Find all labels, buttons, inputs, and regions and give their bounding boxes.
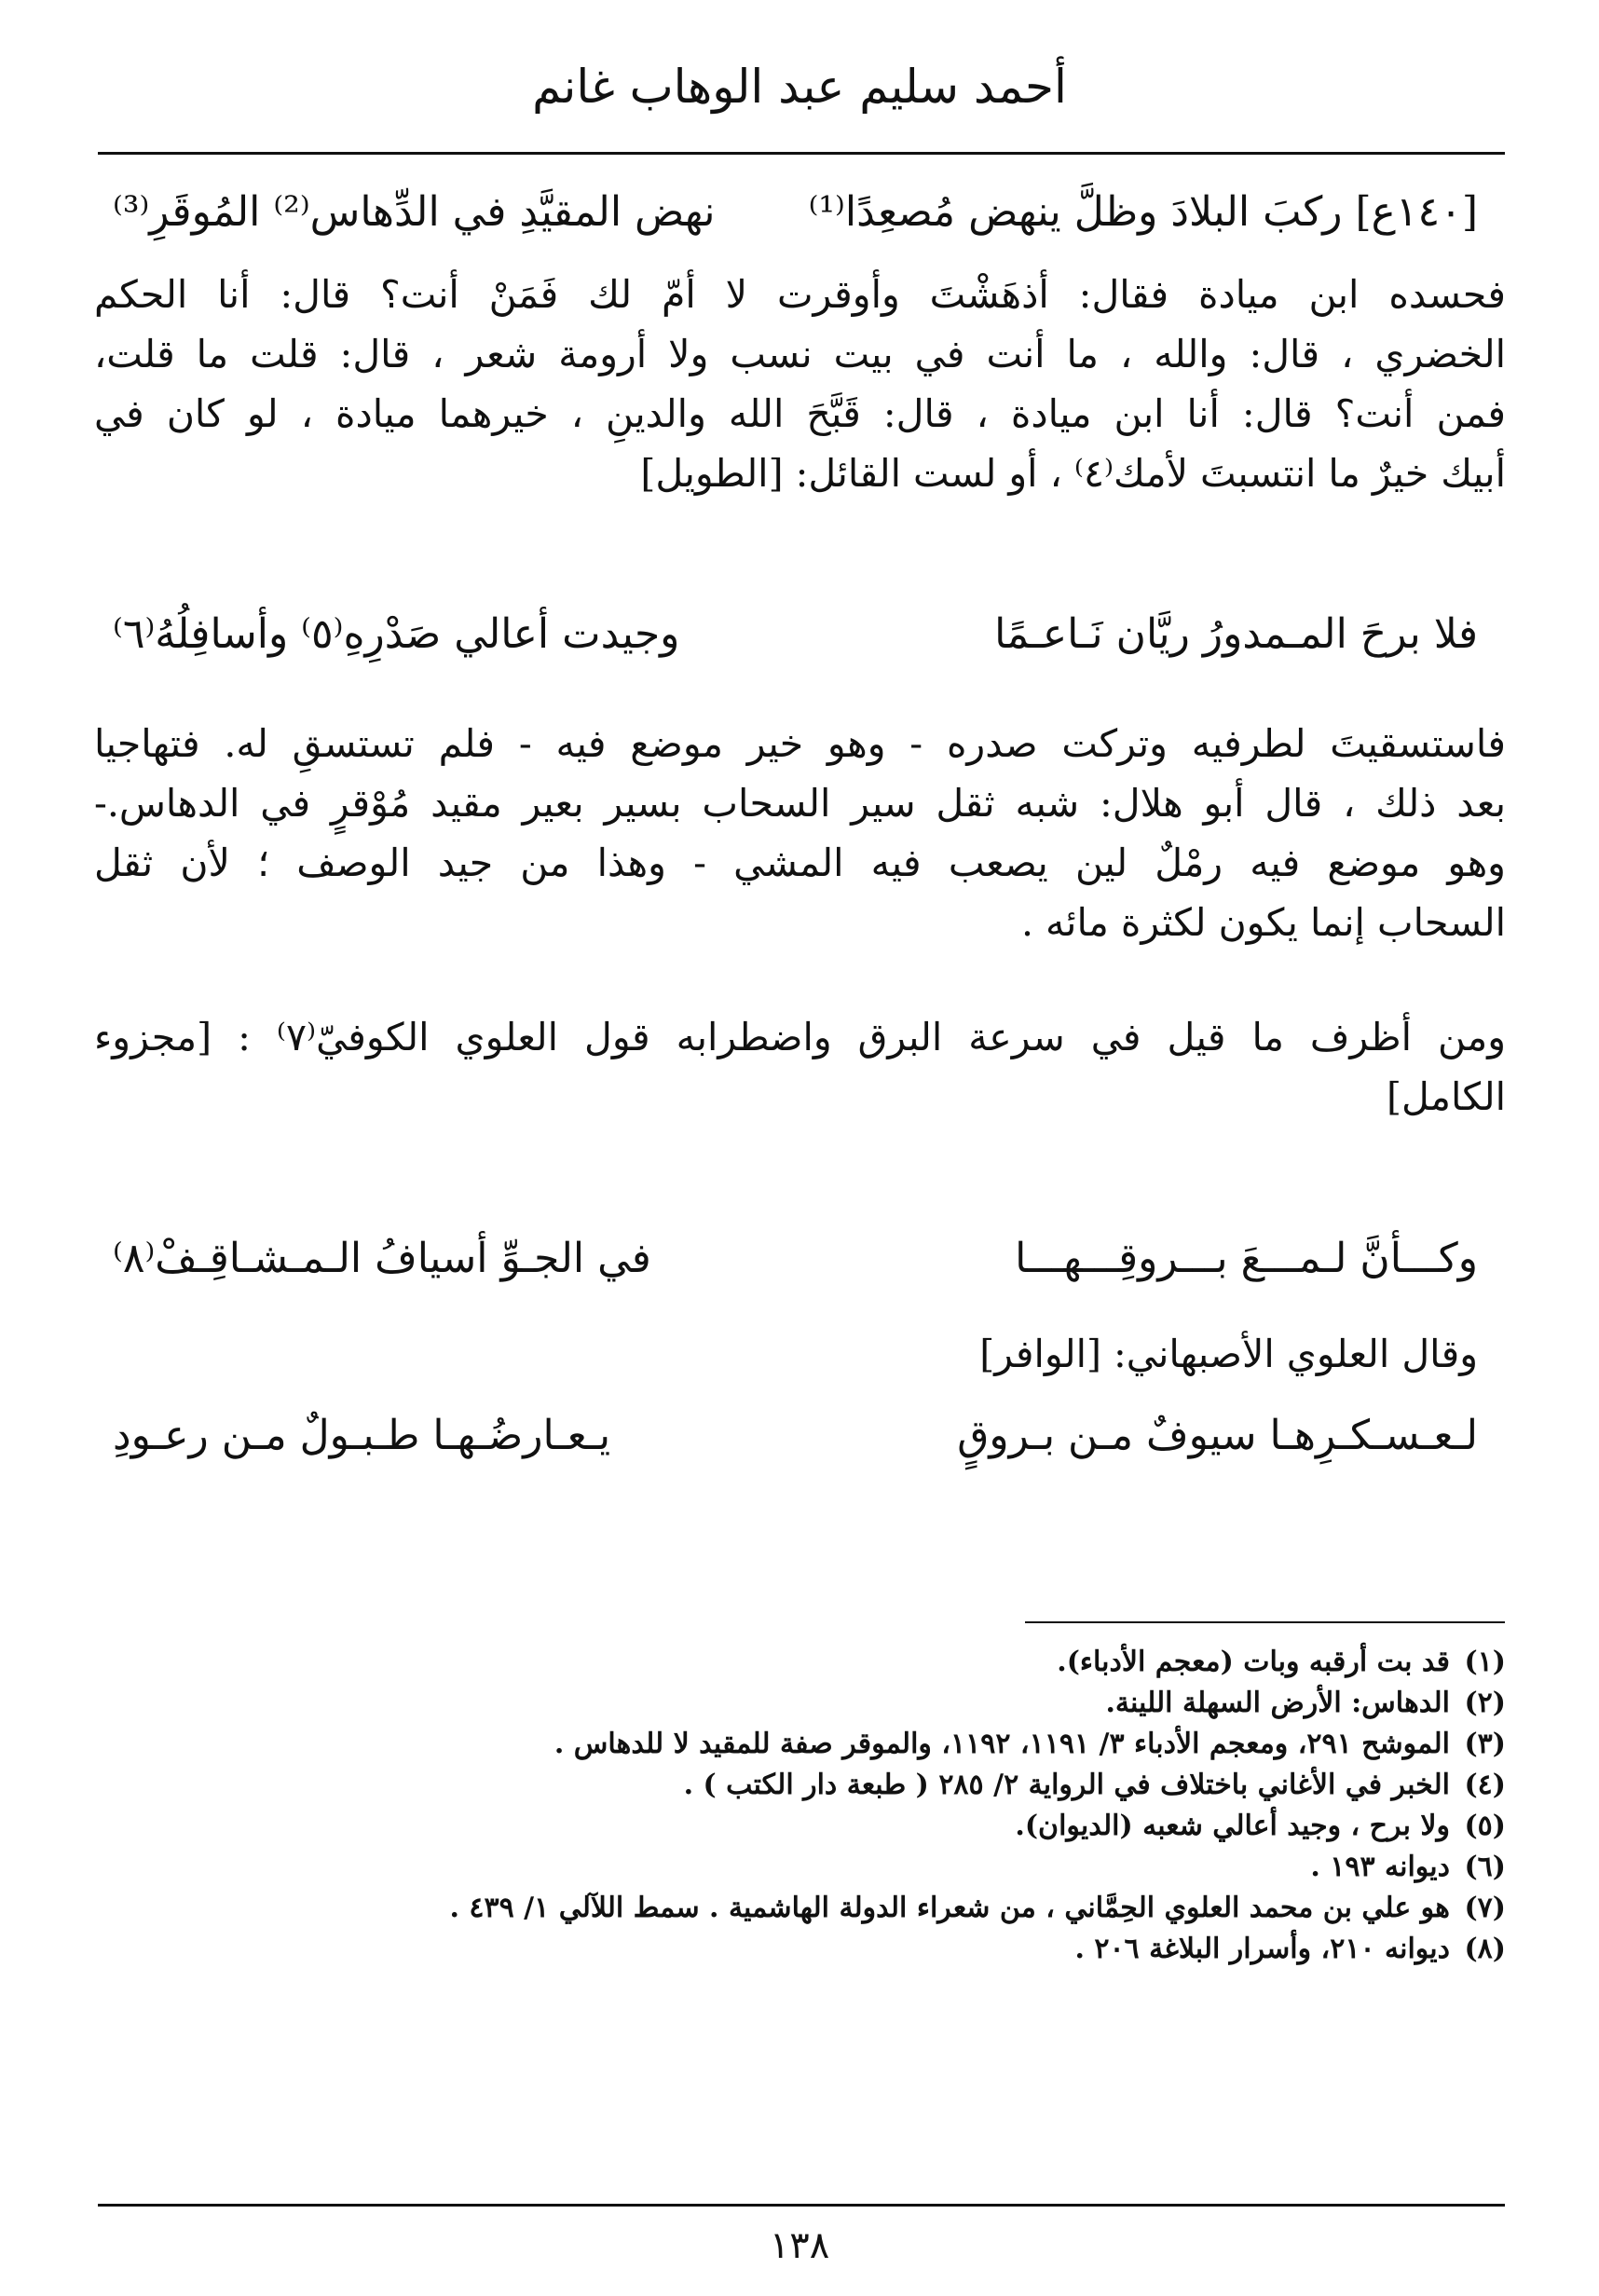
footnote-text: الخبر في الأغاني باختلاف في الرواية ٢/ ٢٨٥ ( طبعة دار الكتب ) . xyxy=(683,1769,1450,1801)
paragraph-1-line: أبيك خيرٌ ما انتسبتَ لأمك⁽٤⁾ ، أو لست القائل: [الطويل] xyxy=(640,451,1506,496)
footnote-text: الدهاس: الأرض السهلة اللينة. xyxy=(1105,1687,1450,1719)
footnote xyxy=(94,1888,1506,1929)
paragraph-3-line: الكامل] xyxy=(1386,1074,1506,1119)
header-rule xyxy=(98,152,1505,155)
page-number: ١٣٨ xyxy=(769,2224,830,2267)
paragraph-1-line: الخضري ، قال: والله ، ما أنت في بيت نسب ولا أرومة شعر ، قال: قلت ما قلت، xyxy=(94,332,1506,376)
paragraph-3-line: ومن أظرف ما قيل في سرعة البرق واضطرابه قول العلوي الكوفيّ⁽٧⁾ : [مجزوء xyxy=(94,1015,1506,1059)
footnote xyxy=(94,1806,1506,1847)
paragraph-1-line: فحسده ابن ميادة فقال: أذهَشْتَ وأوقرت لا أمّ لك فَمَنْ أنت؟ قال: أنا الحكم xyxy=(94,272,1506,317)
footnote-text: هو علي بن محمد العلوي الحِمَّاني ، من شعراء الدولة الهاشمية . سمط اللآلي ١/ ٤٣٩ . xyxy=(449,1892,1450,1924)
verse-1-second-hemistich: نهض المقيَّدِ في الدِّهاس⁽²⁾ المُوقَرِ⁽³⁾ xyxy=(113,188,716,236)
verse-2-second-hemistich: وجيدت أعالي صَدْرِهِ⁽٥⁾ وأسافِلُهُ⁽٦⁾ xyxy=(113,610,680,658)
footnote xyxy=(94,1765,1506,1806)
paragraph-2-line: بعد ذلك ، قال أبو هلال: شبه ثقل سير السحاب بسير بعير مقيد مُوْقرٍ في الدهاس.- xyxy=(94,781,1506,826)
running-head: أحمد سليم عبد الوهاب غانم xyxy=(532,60,1067,114)
footnote-rule xyxy=(1025,1621,1505,1623)
footnote xyxy=(94,1847,1506,1888)
footnote xyxy=(94,1929,1506,1970)
footnote-number: (٨) xyxy=(1464,1933,1506,1965)
footnote xyxy=(94,1683,1506,1724)
paragraph-2-line: وهو موضع فيه رمْلٌ لين يصعب فيه المشي - وهذا من جيد الوصف ؛ لأن ثقل xyxy=(94,840,1506,885)
footnote-number: (١) xyxy=(1464,1646,1506,1678)
verse-3-second-hemistich: في الجـوِّ أسيافُ الـمـشـاقِـفْ⁽٨⁾ xyxy=(113,1235,651,1282)
verse-1-first-hemistich: [١٤٠ع] ركبَ البلادَ وظلَّ ينهض مُصعِدًا⁽¹⁾ xyxy=(808,188,1478,236)
paragraph-1-line: فمن أنت؟ قال: أنا ابن ميادة ، قال: قَبَّحَ الله والدينِ ، خيرهما ميادة ، لو كان في xyxy=(94,391,1506,436)
footnote-text: ديوانه ٢١٠، وأسرار البلاغة ٢٠٦ . xyxy=(1074,1933,1450,1965)
verse-4-second-hemistich: يـعـارضُـهـا طـبـولٌ مـن رعـودِ xyxy=(113,1412,611,1459)
footnote-text: ولا برح ، وجيد أعالي شعبه (الديوان). xyxy=(1015,1810,1450,1842)
footnote-number: (٣) xyxy=(1464,1728,1506,1760)
footnote-text: الموشح ٢٩١، ومعجم الأدباء ٣/ ١١٩١، ١١٩٢، والموقر صفة للمقيد لا للدهاس . xyxy=(554,1728,1450,1760)
footnote-number: (٤) xyxy=(1464,1769,1506,1801)
paragraph-2-line: فاستسقيتَ لطرفيه وتركت صدره - وهو خير موضع فيه - فلم تستسقِ له. فتهاجيا xyxy=(94,721,1506,766)
footnote xyxy=(94,1724,1506,1765)
footnote-number: (٢) xyxy=(1464,1687,1506,1719)
footnote-number: (٥) xyxy=(1464,1810,1506,1842)
footnote-number: (٦) xyxy=(1464,1851,1506,1883)
paragraph-2-line: السحاب إنما يكون لكثرة مائه . xyxy=(1020,900,1506,945)
footnote-text: قد بت أرقبه وبات (معجم الأدباء). xyxy=(1057,1646,1450,1678)
footnote-number: (٧) xyxy=(1464,1892,1506,1924)
meter-intro: وقال العلوي الأصبهاني: [الوافر] xyxy=(979,1332,1478,1376)
verse-3-first-hemistich: وكـــأنَّ لـمـــعَ بـــروقِـــهـــا xyxy=(1015,1235,1478,1282)
footnote xyxy=(94,1642,1506,1683)
footnote-text: ديوانه ١٩٣ . xyxy=(1310,1851,1450,1883)
verse-2-first-hemistich: فلا برحَ المـمدورُ ريَّان نَـاعـمًا xyxy=(994,610,1478,658)
footer-rule xyxy=(98,2204,1505,2207)
verse-4-first-hemistich: لـعـسـكـرِهـا سيوفٌ مـن بـروقٍ xyxy=(957,1412,1478,1459)
